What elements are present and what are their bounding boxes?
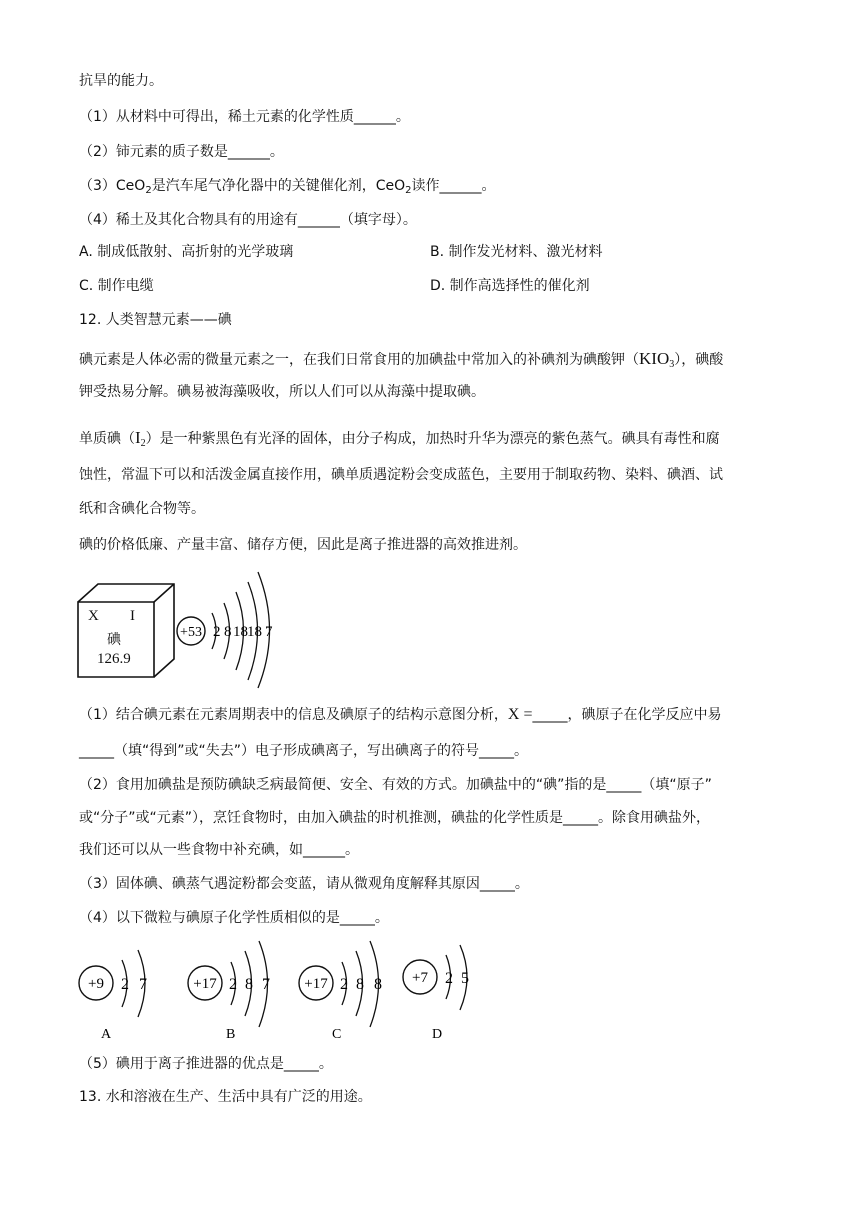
q11-sub3-sub1: 2 — [145, 185, 152, 196]
particle-b-shell-1: 2 — [229, 976, 237, 993]
particle-c-shell-3: 8 — [374, 976, 382, 993]
particle-d-nucleus-label: +7 — [412, 970, 428, 986]
q12-para1-a: 碘元素是人体必需的微量元素之一，在我们日常食用的加碘盐中常加入的补碘剂为碘酸钾（ — [79, 352, 639, 368]
particle-a-label: A — [101, 1027, 112, 1042]
q12-sub2-line1: （2）食用加碘盐是预防碘缺乏病最简便、安全、有效的方式。加碘盐中的“碘”指的是_____（填“原子” — [79, 777, 712, 793]
particle-c-label: C — [332, 1027, 342, 1042]
element-box-symbol: I — [130, 608, 135, 624]
intro-tail: 抗旱的能力。 — [79, 73, 163, 89]
particle-a-shell-1: 2 — [121, 976, 129, 993]
q13-title: 13. 水和溶液在生产、生活中具有广泛的用途。 — [79, 1089, 372, 1105]
particle-d-label: D — [432, 1027, 443, 1042]
q12-sub5: （5）碘用于离子推进器的优点是_____。 — [79, 1056, 333, 1072]
q12-sub1-eq: X = — [507, 706, 533, 723]
iodine-shell-count-1: 2 — [213, 624, 221, 640]
particle-b-label: B — [226, 1027, 236, 1042]
particle-c-shell-1: 2 — [340, 976, 348, 993]
particle-a — [79, 950, 147, 1042]
q11-sub3-b: 是汽车尾气净化器中的关键催化剂，CeO — [151, 178, 406, 194]
particle-b — [188, 941, 270, 1042]
q12-sub1-line1 — [79, 705, 721, 725]
q11-sub3-sub2: 2 — [405, 185, 412, 196]
particle-d — [403, 945, 469, 1042]
q12-sub4: （4）以下微粒与碘原子化学性质相似的是_____。 — [79, 910, 389, 926]
q11-sub4: （4）稀土及其化合物具有的用途有______（填字母）。 — [79, 212, 417, 228]
q12-para3: 碘的价格低廉、产量丰富、储存方便，因此是离子推进器的高效推进剂。 — [79, 537, 527, 553]
q12-sub2-line2: 或“分子”或“元素”），烹饪食物时，由加入碘盐的时机推测，碘盐的化学性质是_____。除食用碘盐外， — [79, 810, 711, 826]
q12-formula-kio3-sub: 3 — [669, 359, 675, 370]
element-box — [76, 580, 186, 680]
particle-diagrams — [74, 935, 494, 1045]
q12-para1-line2: 钾受热易分解。碘易被海藻吸收，所以人们可以从海藻中提取碘。 — [79, 384, 485, 400]
element-box-symbol-x: X — [88, 608, 99, 624]
q12-sub2-line3: 我们还可以从一些食物中补充碘，如______。 — [79, 842, 359, 858]
iodine-shell-count-3: 18 — [233, 624, 248, 640]
iodine-shell-count-5: 7 — [265, 624, 273, 640]
q12-para2-a: 单质碘（ — [79, 431, 135, 447]
element-box-name: 碘 — [107, 632, 121, 648]
q11-sub1: （1）从材料中可得出，稀土元素的化学性质______。 — [79, 109, 410, 125]
q11-option-a: A. 制成低散射、高折射的光学玻璃 — [79, 244, 294, 260]
iodine-shell-count-2: 8 — [224, 624, 232, 640]
q11-sub3 — [79, 176, 496, 201]
q12-para1-b: ），碘酸 — [674, 352, 724, 368]
q12-para1-line1 — [79, 349, 723, 375]
particle-a-shell-2: 7 — [139, 976, 147, 993]
particle-d-shell-2: 5 — [461, 970, 469, 987]
q11-sub3-c: 读作______。 — [411, 178, 496, 194]
iodine-shell-count-4: 18 — [247, 624, 262, 640]
q11-option-b: B. 制作发光材料、激光材料 — [430, 244, 603, 260]
q12-para2-line2: 蚀性，常温下可以和活泼金属直接作用，碘单质遇淀粉会变成蓝色，主要用于制取药物、染料、碘酒、试 — [79, 467, 723, 483]
q12-formula-kio3: KIO — [639, 349, 670, 368]
particle-b-shell-2: 8 — [245, 976, 253, 993]
q11-option-c: C. 制作电缆 — [79, 278, 154, 294]
q11-sub3-a: （3）CeO — [79, 178, 146, 194]
q12-formula-i2-sub: 2 — [140, 438, 146, 449]
q12-sub1-b: _____，碘原子在化学反应中易 — [532, 707, 722, 723]
particle-c — [299, 941, 382, 1042]
q11-sub2: （2）铈元素的质子数是______。 — [79, 144, 284, 160]
iodine-atom-diagram — [172, 570, 282, 690]
particle-c-shell-2: 8 — [356, 976, 364, 993]
q12-sub3: （3）固体碘、碘蒸气遇淀粉都会变蓝，请从微观角度解释其原因_____。 — [79, 876, 529, 892]
particle-b-nucleus-label: +17 — [193, 976, 217, 992]
q12-title: 12. 人类智慧元素——碘 — [79, 312, 232, 328]
q12-para2-line1 — [79, 428, 720, 454]
q12-sub1-a: （1）结合碘元素在元素周期表中的信息及碘原子的结构示意图分析， — [79, 707, 508, 723]
element-box-mass: 126.9 — [97, 651, 131, 667]
iodine-nucleus-label: +53 — [180, 625, 202, 640]
q12-formula-i2: I — [135, 428, 141, 447]
q12-sub1-line2: _____（填“得到”或“失去”）电子形成碘离子，写出碘离子的符号_____。 — [79, 743, 529, 759]
element-box-cube-icon — [76, 580, 186, 680]
particle-a-nucleus-label: +9 — [88, 976, 104, 992]
q12-para2-b: ）是一种紫黑色有光泽的固体，由分子构成，加热时升华为漂亮的紫色蒸气。碘具有毒性和腐 — [145, 431, 720, 447]
particle-c-nucleus-label: +17 — [304, 976, 328, 992]
q12-para2-line3: 纸和含碘化合物等。 — [79, 501, 205, 517]
particle-d-shell-1: 2 — [445, 970, 453, 987]
particle-b-shell-3: 7 — [262, 976, 270, 993]
q11-option-d: D. 制作高选择性的催化剂 — [430, 278, 590, 294]
